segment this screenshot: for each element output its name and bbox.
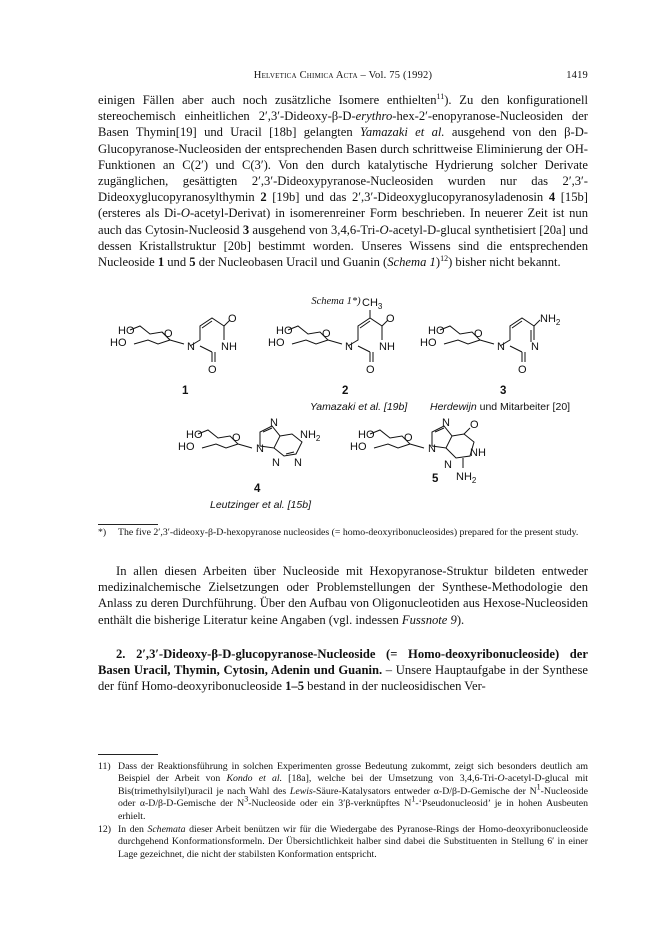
atom-ch3: $CH_3$	[362, 297, 383, 311]
atom-nh: NH	[379, 341, 395, 353]
atom-n: N	[270, 417, 278, 429]
compound-number-1: 1	[182, 385, 189, 397]
compound-number-2: 2	[342, 385, 349, 397]
atom-nh2: $NH_2$	[300, 429, 321, 443]
credit-4: Leutzinger et al. [15b]	[210, 499, 311, 511]
footnote-mark: *)	[98, 527, 107, 538]
atom-o: O	[232, 432, 241, 444]
atom-n: N	[256, 443, 264, 455]
footnote-text: Dass der Reaktionsführung in solchen Experimenten grosse Bedeutung zukommt, zeigt sich besonders deutlich am Beispiel der Arbeit von Kondo et al. [18a], welche bei der Umsetzung von 3,4,6-Tri-O-acetyl-D-glucal mit Bis(trimethylsilyl)uracil je nach Wahl des Lewis-Säure-Katalysators entweder α-D/β-D-Gemische der $N^1$-Nucleoside oder α-D/β-D-Gemische der $N^3$-Nucleoside oder ein 3′β-verknüpftes $N^1-‘Pseudonucleosid$’ je in hohen Ausbeuten erhielt.	[118, 761, 589, 822]
atom-ho: HO	[268, 337, 285, 349]
compound-number-3: 3	[500, 385, 507, 397]
compound-number-5: 5	[432, 473, 439, 485]
running-head-title: Helvetica Chimica Acta – Vol. 75 (1992)	[253, 70, 433, 81]
running-head	[98, 70, 588, 86]
atom-o: O	[474, 328, 483, 340]
structure-5	[350, 417, 486, 485]
atom-ho: HO	[118, 325, 135, 337]
atom-nh2: $NH_2$	[540, 313, 561, 327]
atom-o: O	[386, 313, 395, 325]
footnote-text: The five 2′,3′-dideoxy-β-D-hexopyranose nucleosides (= homo-deoxyribonucleosides) prepared for the present study.	[118, 527, 579, 538]
footnote-text: In den Schemata dieser Arbeit benützen wir für die Wiedergabe des Pyranose-Rings der Homo-deoxyribonucleoside durchgehend Konformationsformeln. Der Übersichtlichkeit halber sind dabei die Substituenten in Stellung 6′ in einer Lage gezeichnet, die nicht der stabilsten Konformation entspricht.	[118, 824, 588, 860]
atom-o: O	[228, 313, 237, 325]
atom-n: N	[444, 459, 452, 471]
atom-o: O	[322, 328, 331, 340]
atom-n: N	[272, 457, 280, 469]
atom-o: O	[366, 364, 375, 376]
compound-number-4: 4	[254, 483, 261, 495]
atom-nh2: $NH_2$	[456, 471, 477, 485]
atom-o: O	[518, 364, 527, 376]
page-number: 1419	[566, 70, 588, 81]
footnote-mark: 12)	[98, 824, 112, 835]
atom-n: N	[531, 341, 539, 353]
sugar-ring-1	[130, 326, 184, 344]
paragraph-1: einigen Fällen aber auch noch zusätzliche Isomere enthielten$^{11}$). Zu den konfigurationell stereochemisch einheitlichen 2′,3′-Dideoxy-β-D-erythro-hex-2′-enopyranose-Nucleosiden der Basen Thymin[19] und Uracil [18b] gelangten Yamazaki et al. ausgehend von den β-D-Glucopyranose-Nucleosiden der entsprechenden Basen durch schrittweise Eliminierung der OH-Funktionen an C(2′) und C(3′). Von den durch katalytische Hydrierung solcher Derivate zugänglichen, gesättigten 2′,3′-Dideoxypyranose-Nucleosiden wurden nur das 2′,3′-Dideoxyglucopyranosylthymin 2 [19b] und das 2′,3′-Dideoxyglucopyranosyladenosin 4 [15b] (ersteres als Di-O-acetyl-Derivat) in isomerenreiner Form beschrieben. In neuerer Zeit ist nun auch das Cytosin-Nucleosid 3 ausgehend von 3,4,6-Tri-O-acetyl-D-glucal synthetisiert [20a] und dessen Kristallstruktur [20b] bestimmt worden. Unseres Wissens sind die entsprechenden Nucleoside 1 und 5 der Nucleobasen Uracil und Guanin (Schema 1)$^{12}$) bisher nicht bekannt.	[98, 91, 589, 270]
atom-o: O	[470, 419, 479, 431]
atom-n: N	[428, 443, 436, 455]
structure-1	[110, 313, 237, 397]
atom-ho: HO	[420, 337, 437, 349]
footnote-mark: 11)	[98, 761, 111, 772]
footnote-star	[98, 527, 588, 539]
paragraph-2: In allen diesen Arbeiten über Nucleoside mit Hexopyranose-Struktur bildeten entweder medizinalchemische Zielsetzungen oder Problemstellungen der Synthese-Methodologie den Anlass zu deren Durchführung. Über den Aufbau von Oligonucleotiden aus Hexose-Nucleosiden enthält die bisherige Literatur keine Angaben (vgl. indessen Fussnote 9).	[98, 564, 588, 627]
atom-nh: NH	[221, 341, 237, 353]
atom-n: N	[345, 341, 353, 353]
atom-o: O	[208, 364, 217, 376]
section-heading: 2. 2′,3′-Dideoxy-β-D-glucopyranose-Nucleoside (= Homo-deoxyribonucleoside) der Basen Uracil, Thymin, Cytosin, Adenin und Guanin.	[98, 647, 588, 678]
credit-2: Yamazaki et al. [19b]	[310, 401, 408, 413]
atom-ho: HO	[276, 325, 293, 337]
atom-ho: HO	[178, 441, 195, 453]
paragraph-3: 2. 2′,3′-Dideoxy-β-D-glucopyranose-Nucleoside (= Homo-deoxyribonucleoside) der Basen Uracil, Thymin, Cytosin, Adenin und Guanin. – Unsere Hauptaufgabe in der Synthese der fünf Homo-deoxyribonucleoside 1–5 bestand in der nucleosidischen Ver-	[98, 647, 588, 694]
atom-o: O	[164, 328, 173, 340]
footnote-rule	[98, 524, 158, 525]
footnote-11	[98, 761, 588, 823]
atom-ho: HO	[186, 429, 203, 441]
atom-ho: HO	[428, 325, 445, 337]
atom-ho: HO	[358, 429, 375, 441]
atom-n: N	[187, 341, 195, 353]
structure-4	[178, 417, 321, 511]
atom-nh: NH	[470, 447, 486, 459]
footnote-12	[98, 824, 588, 861]
scheme-label: Schema 1*)	[311, 296, 361, 307]
atom-n: N	[497, 341, 505, 353]
atom-ho: HO	[110, 337, 127, 349]
atom-o: O	[404, 432, 413, 444]
atom-ho: HO	[350, 441, 367, 453]
atom-n: N	[442, 417, 450, 429]
structure-2	[268, 297, 408, 413]
structure-3	[420, 313, 570, 413]
base-ring-1	[190, 318, 230, 362]
footnote-rule	[98, 754, 158, 755]
atom-n: N	[294, 457, 302, 469]
credit-3: Herdewijn und Mitarbeiter [20]	[430, 401, 571, 413]
